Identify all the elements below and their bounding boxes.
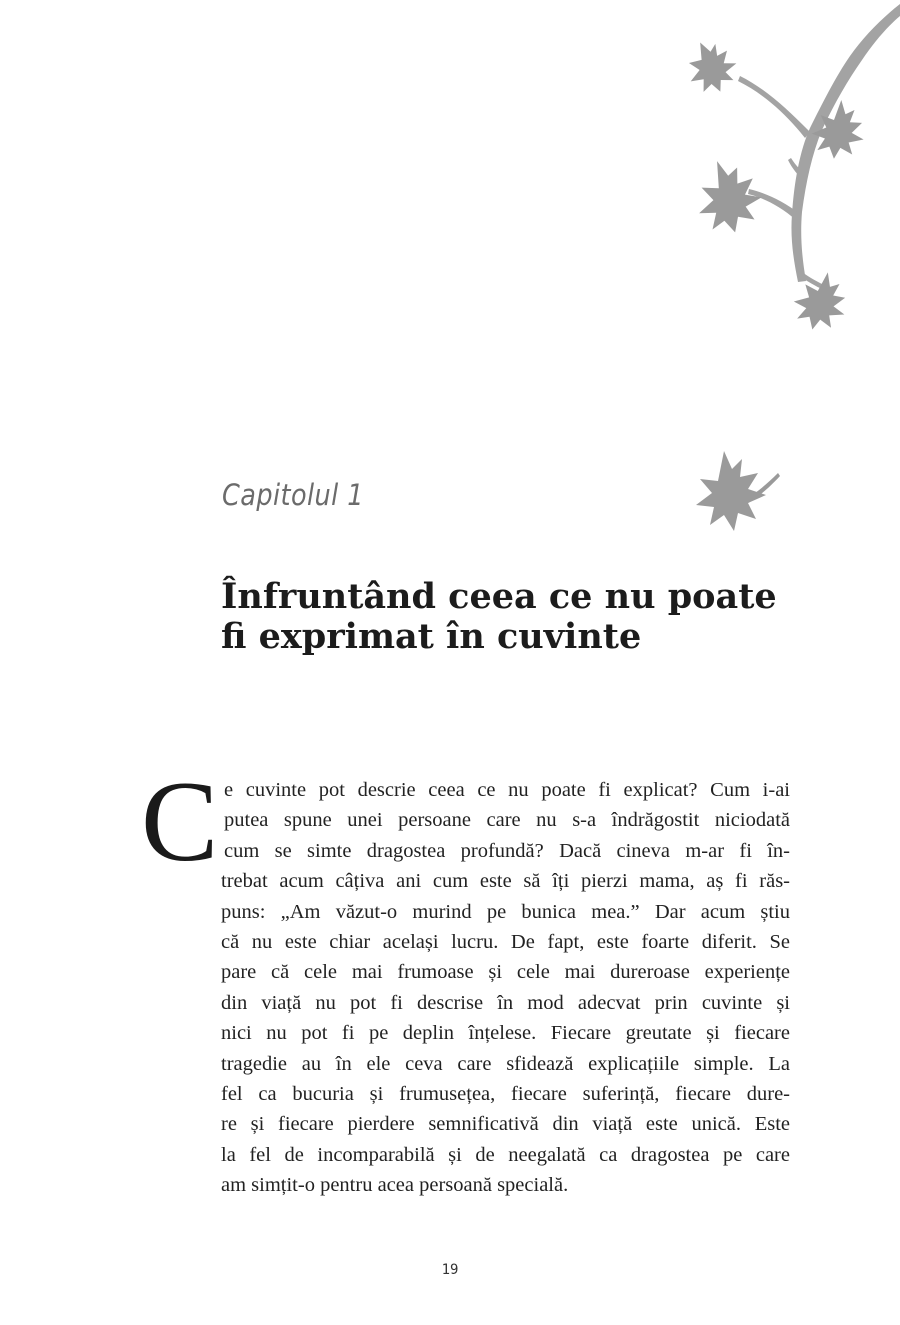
paragraph-line: la fel de incomparabilă și de neegalată ca dragostea pe care [221,1143,790,1166]
chapter-title [221,577,821,657]
chapter-label: Capitolul 1 [222,478,364,512]
paragraph-line: tragedie au în ele ceva care sfidează explicațiile simple. La [221,1052,790,1075]
paragraph-line: nici nu pot fi pe deplin înțelese. Fiecare greutate și fiecare [221,1022,790,1045]
paragraph-line: cum se simte dragostea profundă? Dacă cineva m-ar fi în- [224,839,790,862]
chapter-title-line: Înfruntând ceea ce nu poate [221,576,777,617]
paragraph-line: putea spune unei persoane care nu s-a îndrăgostit niciodată [224,809,790,832]
paragraph-line: re și fiecare pierdere semnificativă din viață este unică. Este [221,1113,790,1136]
body-paragraph [221,775,790,1200]
maple-leaf-icon [690,445,782,535]
drop-cap: C [141,758,219,886]
chapter-title-line: fi exprimat în cuvinte [221,616,642,657]
paragraph-line: e cuvinte pot descrie ceea ce nu poate fi explicat? Cum i-ai [224,779,790,801]
paragraph-line: că nu este chiar același lucru. De fapt, este foarte diferit. Se [221,930,790,953]
paragraph-line: pare că cele mai frumoase și cele mai dureroase experiențe [221,961,790,984]
paragraph-line: am simțit-o pentru acea persoană specială. [221,1174,569,1197]
paragraph-line: trebat acum câțiva ani cum este să îți pierzi mama, aș fi răs- [221,870,790,893]
paragraph-line: fel ca bucuria și frumusețea, fiecare suferință, fiecare dure- [221,1082,790,1105]
paragraph-line: din viață nu pot fi descrise în mod adecvat prin cuvinte și [221,991,790,1014]
paragraph-line: puns: „Am văzut-o murind pe bunica mea.” Dar acum știu [221,900,790,923]
page-number: 19 [441,1262,459,1278]
maple-branch-illustration [660,0,900,340]
